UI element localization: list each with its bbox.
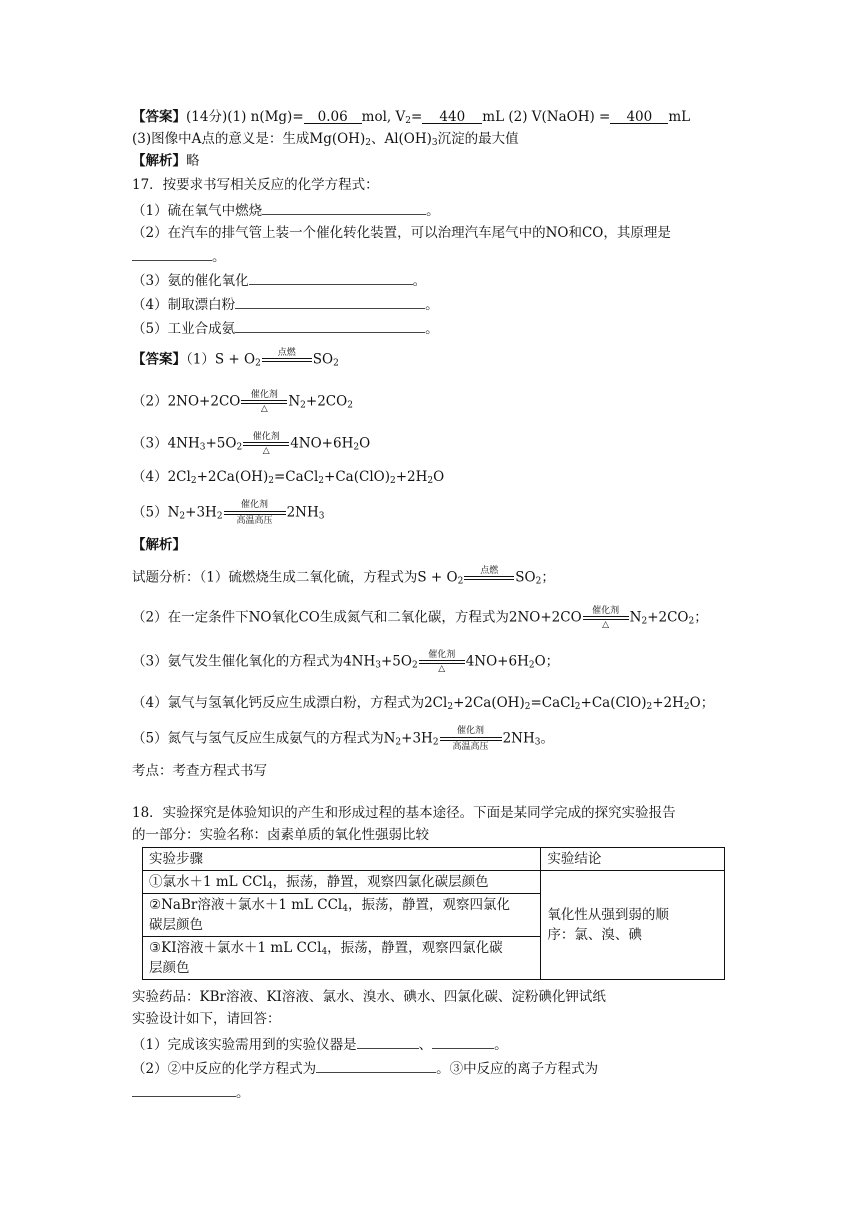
answer-label: 【答案】: [132, 109, 186, 125]
q17-analysis-2: （2）在一定条件下NO氧化CO生成氮气和二氧化碳，方程式为2NO+2CO 催化剂 △ $N_2+2CO_2$；: [132, 606, 708, 630]
q17-item-5: （5）工业合成氨 。: [132, 318, 439, 338]
table-row: ②NaBr溶液＋氯水＋1 mL CCl$_4$，振荡，静置，观察四氯化 碳层颜色: [143, 894, 541, 937]
table-header-conclusion: 实验结论: [541, 848, 725, 871]
q18-sub2: （2）②中反应的化学方程式为 。③中反应的离子方程式为: [132, 1058, 598, 1078]
q18-line2: 的一部分：实验名称：卤素单质的氧化性强弱比较: [132, 827, 429, 843]
q18-line1: 18．实验探究是体验知识的产生和形成过程的基本途径。下面是某同学完成的探究实验报告: [132, 805, 676, 821]
q17-item-2: （2）在汽车的排气管上装一个催化转化装置，可以治理汽车尾气中的NO和CO，其原理是: [132, 225, 671, 241]
q17-item-2-blank: 。: [132, 246, 226, 266]
mg-value: 0.06: [304, 108, 362, 124]
answer-blank[interactable]: [132, 1082, 236, 1097]
q17-analysis-3: （3）氨气发生催化氧化的方程式为$4NH_3+5O_2$ 催化剂 △ $4NO+6H_2O$；: [132, 650, 560, 674]
answer16-line1: 【答案】(14分)(1) n(Mg)= 0.06 mol, $V_2= 440$ mL (2) V(NaOH) = 400 mL: [132, 109, 691, 126]
q18-design: 实验设计如下，请回答：: [132, 1011, 281, 1027]
v2-value: 440: [422, 108, 482, 124]
naoh-value: 400: [610, 108, 668, 124]
q17-answer-1: 【答案】$(1)S + O_2$ 点燃 $SO_2$: [132, 348, 339, 369]
q17-title: 17．按要求书写相关反应的化学方程式：: [132, 177, 379, 193]
table-header-steps: 实验步骤: [143, 848, 541, 871]
answer-blank[interactable]: [316, 1058, 436, 1073]
q17-analysis-5: （5）氮气与氢气反应生成氨气的方程式为$N_2+3H_2$ 催化剂 高温高压 $2NH_3$。: [132, 726, 554, 752]
q17-answer-2: （2）2NO+2CO 催化剂 △ $N_2+2CO_2$: [132, 390, 353, 414]
table-conclusion: 氧化性从强到弱的顺 序：氯、溴、碘: [541, 871, 725, 980]
q18-sub1: （1）完成该实验需用到的实验仪器是 、 。: [132, 1034, 508, 1054]
q17-answer-3: $(3)4NH_3+5O_2$ 催化剂 △ $4NO+6H_2O$: [132, 432, 371, 456]
q18-sub2-cont: 。: [132, 1082, 250, 1102]
table-row: ①氯水＋1 mL CCl$_4$，振荡，静置，观察四氯化碳层颜色: [143, 871, 541, 894]
answer-blank[interactable]: [432, 1034, 494, 1049]
q17-item-1: （1）硫在氧气中燃烧 。: [132, 200, 440, 220]
table-row: ③KI溶液＋氯水＋1 mL CCl$_4$，振荡，静置，观察四氯化碳 层颜色: [143, 937, 541, 980]
q17-answer-4: $(4)2Cl_2+2Ca(OH)_2=CaCl_2+Ca(ClO)_2+2H_2O$: [132, 469, 445, 486]
answer16-analysis: 【解析】略: [132, 153, 200, 169]
q17-analysis-1: 试题分析：（1）硫燃烧生成二氧化硫，方程式为$S + O_2$ 点燃 $SO_2$；: [132, 566, 555, 587]
answer-blank[interactable]: [357, 1034, 419, 1049]
q17-answer-5: $(5)N_2+3H_2$ 催化剂 高温高压 $2NH_3$: [132, 500, 325, 526]
q17-item-3: （3）氨的催化氧化 。: [132, 270, 426, 290]
q17-analysis-4: （4）氯气与氢氧化钙反应生成漂白粉，方程式为$2Cl_2+2Ca(OH)_2=CaCl_2+Ca(ClO)_2+2H_2O$；: [132, 695, 715, 712]
experiment-table: [142, 847, 725, 980]
q18-reagents: 实验药品：KBr溶液、KI溶液、氯水、溴水、碘水、四氯化碳、淀粉碘化钾试纸: [132, 989, 606, 1005]
q17-kaodian: 考点：考查方程式书写: [132, 763, 267, 779]
answer16-line2: (3)图像中A点的意义是：生成$Mg(OH)_2$、$Al(OH)_3$沉淀的最大值: [132, 131, 519, 148]
q17-analysis-label: 【解析】: [132, 537, 186, 553]
q17-item-4: （4）制取漂白粉 。: [132, 294, 439, 314]
